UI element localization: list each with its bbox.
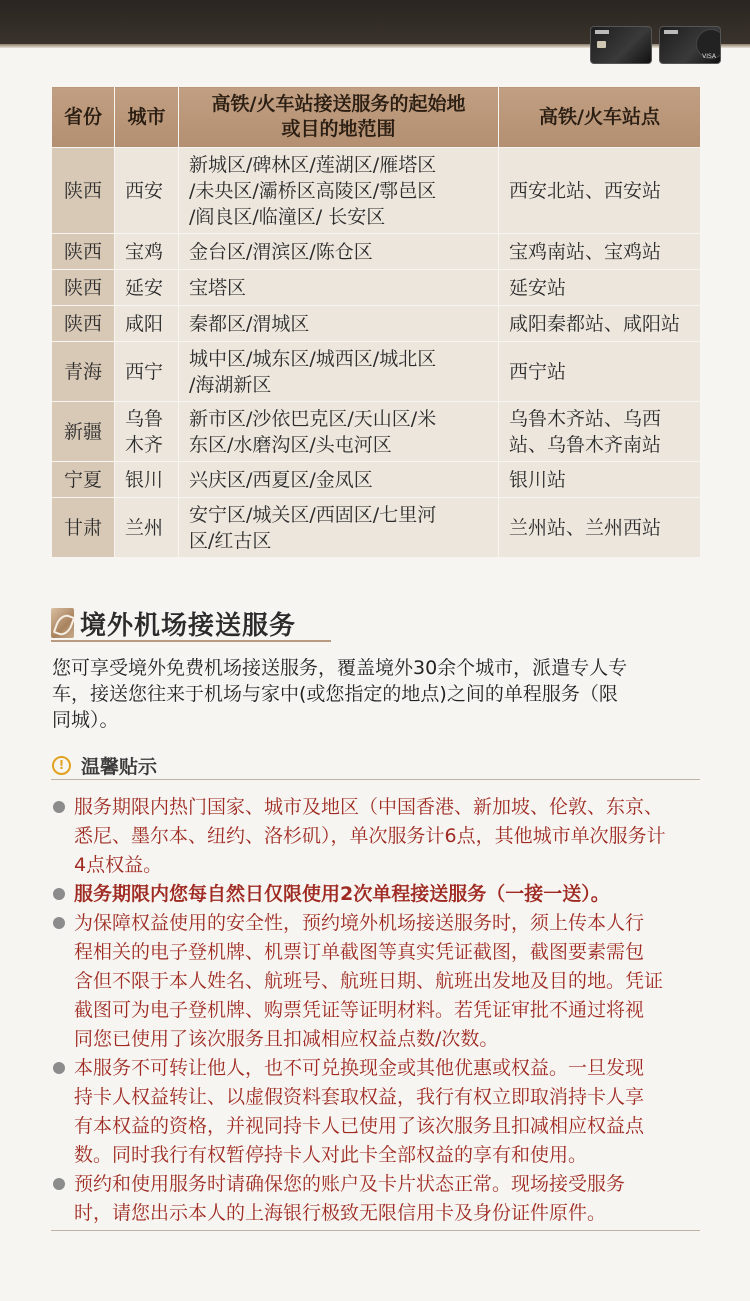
cell-city <box>115 342 179 402</box>
cell-area-line: /海湖新区 <box>189 373 272 396</box>
cell-area <box>179 234 499 270</box>
table-row <box>52 402 701 462</box>
cell-city-line: 西安 <box>125 179 164 202</box>
cell-city-line: 延安 <box>125 276 164 299</box>
tip-line: 截图可为电子登机牌、购票凭证等证明材料。若凭证审批不通过将视 <box>74 999 645 1021</box>
cell-area-line: 东区/水磨沟区/头屯河区 <box>189 433 392 456</box>
tip-line: 本服务不可转让他人，也不可兑换现金或其他优惠或权益。一旦发现 <box>74 1057 645 1079</box>
cell-station-line: 站、乌鲁木齐南站 <box>509 433 662 456</box>
cell-province-line: 陕西 <box>63 240 102 263</box>
tip-item <box>51 909 700 1054</box>
cell-city <box>115 148 179 234</box>
cell-city <box>115 234 179 270</box>
cell-city-line: 银川 <box>125 468 164 491</box>
cell-station-line: 兰州站、兰州西站 <box>509 516 662 539</box>
leaf-icon <box>51 608 74 638</box>
cell-area-line: /阎良区/临潼区/ 长安区 <box>189 205 386 228</box>
cell-station <box>499 462 701 498</box>
tip-line: 悉尼、墨尔本、纽约、洛杉矶），单次服务计6点，其他城市单次服务计 <box>74 825 666 847</box>
tip-item <box>51 1054 700 1170</box>
cell-city-line: 木齐 <box>125 433 164 456</box>
tip-item <box>51 880 700 909</box>
cell-area-line: 区/红古区 <box>189 529 272 552</box>
cell-province <box>52 234 115 270</box>
intro-line: 车，接送您往来于机场与家中(或您指定的地点)之间的单程服务（限 <box>52 683 618 705</box>
cell-province <box>52 498 115 558</box>
cell-area-line: 安宁区/城关区/西固区/七里河 <box>189 503 437 526</box>
cell-province-line: 陕西 <box>63 312 102 335</box>
cell-province <box>52 462 115 498</box>
cell-province <box>52 342 115 402</box>
cell-city <box>115 498 179 558</box>
cell-city <box>115 270 179 306</box>
tip-item <box>51 793 700 880</box>
bullet-icon <box>53 1062 65 1074</box>
cell-area <box>179 342 499 402</box>
section-title: 境外机场接送服务 <box>80 610 297 641</box>
table-row <box>52 462 701 498</box>
header-station: 高铁/火车站点 <box>499 87 701 148</box>
cell-area-line: 城中区/城东区/城西区/城北区 <box>189 347 437 370</box>
tip-line: 有本权益的资格，并视同持卡人已使用了该次服务且扣减相应权益点 <box>74 1115 645 1137</box>
cell-province-line: 青海 <box>63 360 102 383</box>
cell-area-line: 宝塔区 <box>189 276 247 299</box>
cell-city <box>115 306 179 342</box>
cell-station-line: 西安北站、西安站 <box>509 179 662 202</box>
cell-station <box>499 270 701 306</box>
cell-station-line: 宝鸡南站、宝鸡站 <box>509 240 662 263</box>
bullet-icon <box>53 888 65 900</box>
cell-province-line: 甘肃 <box>63 516 102 539</box>
cell-station <box>499 498 701 558</box>
cell-area <box>179 148 499 234</box>
cell-province-line: 宁夏 <box>63 468 102 491</box>
exclamation-icon: ! <box>52 756 71 775</box>
tip-line: 程相关的电子登机牌、机票订单截图等真实凭证截图，截图要素需包 <box>74 941 645 963</box>
tip-item <box>51 1170 700 1228</box>
tip-line: 时，请您出示本人的上海银行极致无限信用卡及身份证件原件。 <box>74 1202 607 1224</box>
cell-area-line: 新城区/碑林区/莲湖区/雁塔区 <box>189 153 437 176</box>
bank-logo <box>595 30 609 34</box>
table-row <box>52 234 701 270</box>
tip-line: 含但不限于本人姓名、航班号、航班日期、航班出发地及目的地。凭证 <box>74 970 664 992</box>
tip-line: 预约和使用服务时请确保您的账户及卡片状态正常。现场接受服务 <box>74 1173 626 1195</box>
card-chip <box>597 41 606 48</box>
bullet-icon <box>53 917 65 929</box>
intro-line: 同城）。 <box>52 709 119 731</box>
cell-station-line: 咸阳秦都站、咸阳站 <box>509 312 681 335</box>
tip-line: 数。同时我行有权暂停持卡人对此卡全部权益的享有和使用。 <box>74 1144 588 1166</box>
credit-card-image-2 <box>659 26 721 64</box>
table-row <box>52 270 701 306</box>
tip-line: 4点权益。 <box>74 854 163 876</box>
intro-line: 您可享受境外免费机场接送服务，覆盖境外30余个城市，派遣专人专 <box>52 657 628 679</box>
card-brand: VISA <box>702 53 716 60</box>
table-header-row <box>52 87 701 148</box>
cell-province <box>52 270 115 306</box>
credit-card-image-1 <box>590 26 652 64</box>
cell-station <box>499 234 701 270</box>
header-area-line1: 高铁/火车站接送服务的起始地 <box>211 93 466 115</box>
table-row <box>52 342 701 402</box>
cell-area-line: 新市区/沙依巴克区/天山区/米 <box>189 407 437 430</box>
tips-title: 温馨贴示 <box>81 756 158 778</box>
cell-station-line: 延安站 <box>509 276 567 299</box>
header-province: 省份 <box>52 87 115 148</box>
bank-logo <box>664 30 678 34</box>
header-area <box>179 87 499 148</box>
rail-station-table <box>51 86 701 558</box>
header-city: 城市 <box>115 87 179 148</box>
tip-line: 持卡人权益转让、以虚假资料套取权益，我行有权立即取消持卡人享 <box>74 1086 645 1108</box>
table-row <box>52 148 701 234</box>
cell-province <box>52 148 115 234</box>
tips-heading <box>51 752 700 780</box>
cell-area <box>179 462 499 498</box>
cell-province-line: 新疆 <box>63 420 102 443</box>
cell-area <box>179 306 499 342</box>
bullet-icon <box>53 801 65 813</box>
header-area-line2: 或目的地范围 <box>281 118 396 140</box>
cell-area-line: 金台区/渭滨区/陈仓区 <box>189 240 373 263</box>
tip-line: 服务期限内您每自然日仅限使用2次单程接送服务（一接一送）。 <box>74 883 610 905</box>
cell-province <box>52 402 115 462</box>
card-images <box>590 26 721 64</box>
cell-area-line: 秦都区/渭城区 <box>189 312 310 335</box>
divider <box>51 1230 700 1231</box>
cell-city-line: 宝鸡 <box>125 240 164 263</box>
tip-line: 同您已使用了该次服务且扣减相应权益点数/次数。 <box>74 1028 499 1050</box>
cell-station <box>499 148 701 234</box>
cell-city <box>115 402 179 462</box>
tip-line: 服务期限内热门国家、城市及地区（中国香港、新加坡、伦敦、东京、 <box>74 796 664 818</box>
table-row <box>52 306 701 342</box>
cell-station <box>499 306 701 342</box>
cell-area <box>179 402 499 462</box>
bullet-icon <box>53 1178 65 1190</box>
cell-city-line: 兰州 <box>125 516 164 539</box>
cell-station <box>499 342 701 402</box>
cell-area <box>179 498 499 558</box>
tips-list <box>51 793 700 1228</box>
section-intro <box>52 655 702 733</box>
cell-station <box>499 402 701 462</box>
cell-province <box>52 306 115 342</box>
cell-station-line: 乌鲁木齐站、乌西 <box>509 407 662 430</box>
cell-station-line: 银川站 <box>509 468 567 491</box>
cell-station-line: 西宁站 <box>509 360 567 383</box>
cell-area <box>179 270 499 306</box>
cell-city-line: 咸阳 <box>125 312 164 335</box>
section-heading <box>51 606 331 642</box>
cell-province-line: 陕西 <box>63 179 102 202</box>
cell-city-line: 乌鲁 <box>125 407 164 430</box>
tip-line: 为保障权益使用的安全性，预约境外机场接送服务时，须上传本人行 <box>74 912 645 934</box>
table-row <box>52 498 701 558</box>
cell-area-line: 兴庆区/西夏区/金凤区 <box>189 468 373 491</box>
cell-province-line: 陕西 <box>63 276 102 299</box>
cell-city <box>115 462 179 498</box>
cell-area-line: /未央区/灞桥区高陵区/鄠邑区 <box>189 179 437 202</box>
cell-city-line: 西宁 <box>125 360 164 383</box>
